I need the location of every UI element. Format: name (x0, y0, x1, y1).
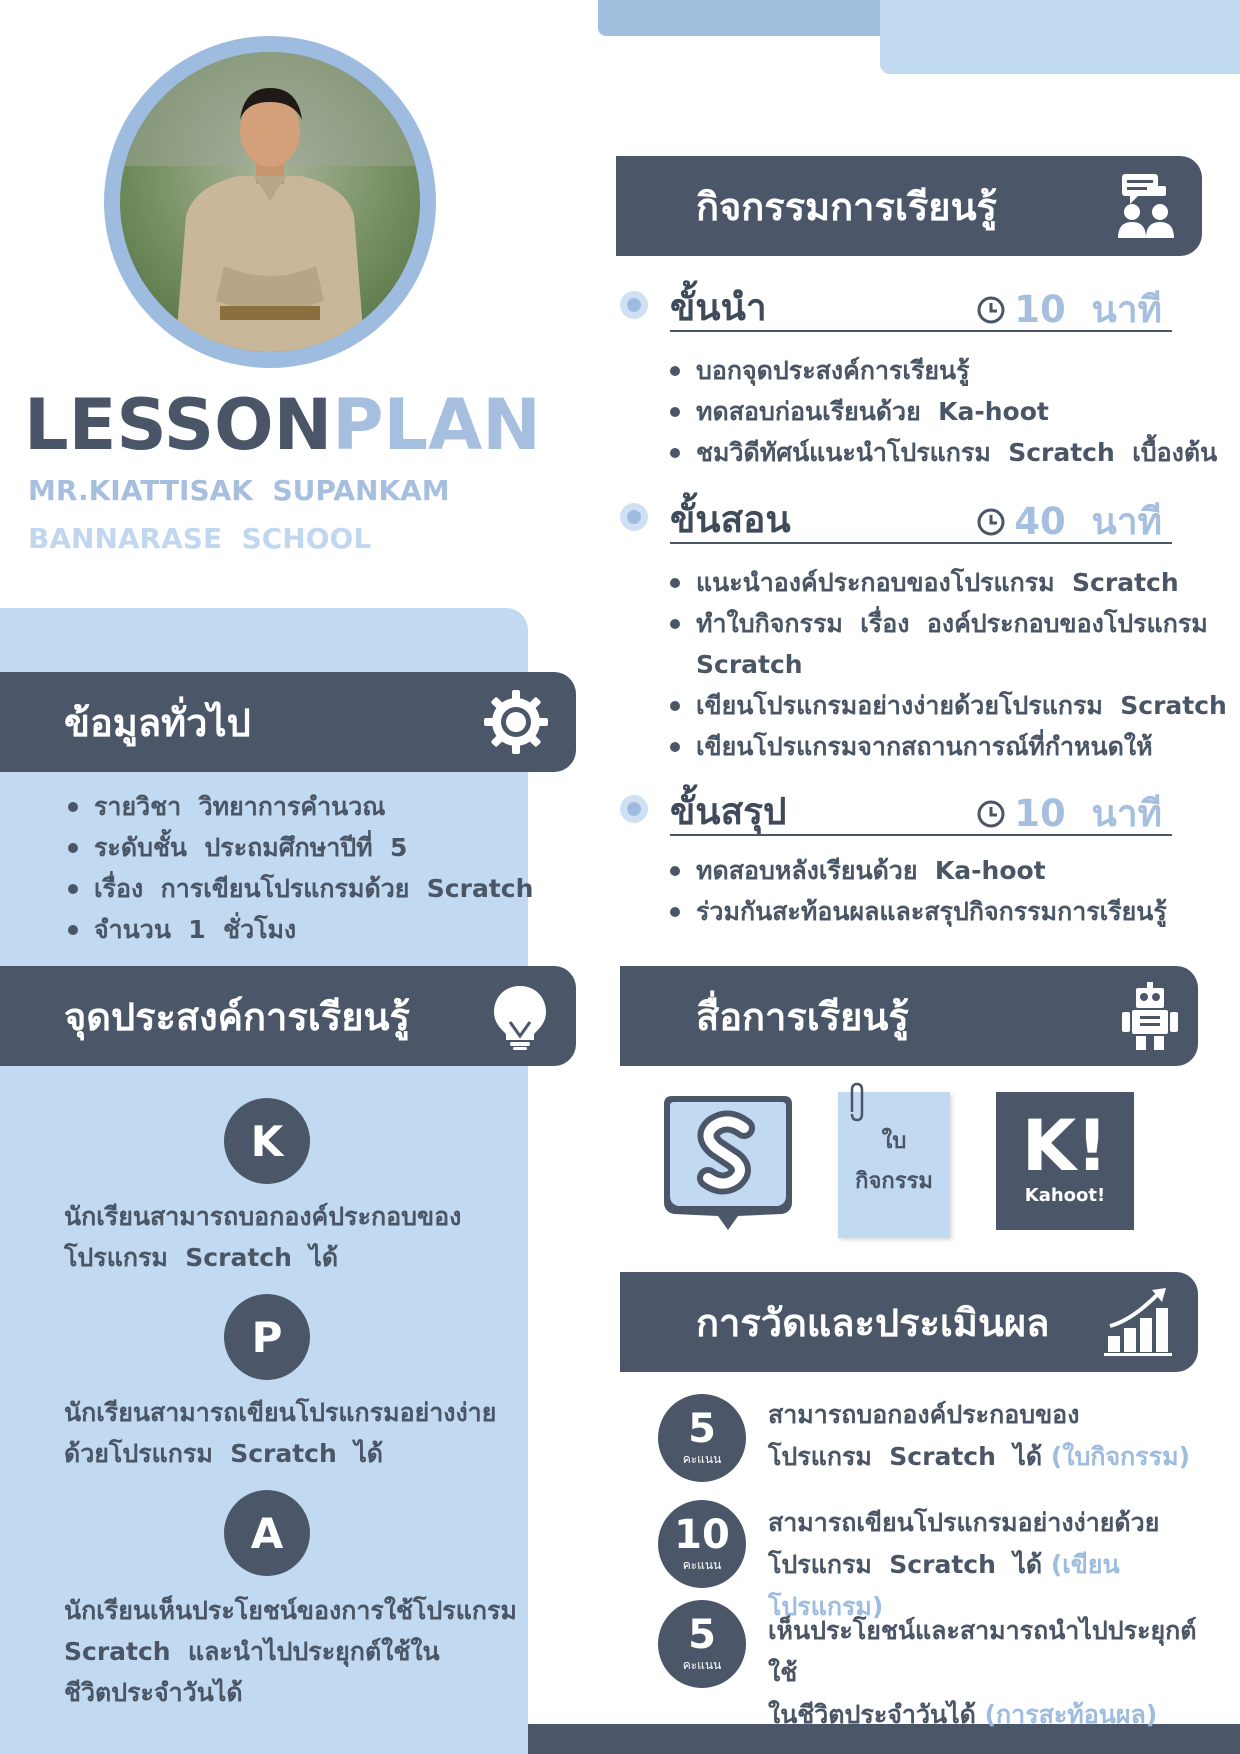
discussion-icon (1112, 170, 1184, 242)
lightbulb-icon (484, 980, 556, 1052)
objectives-title: จุดประสงค์การเรียนรู้ (64, 994, 410, 1039)
clock-icon (976, 295, 1006, 325)
step-teach-list (668, 562, 1227, 767)
list-item: เรื่อง การเขียนโปรแกรมด้วย Scratch (66, 868, 533, 909)
list-item: ชมวิดีทัศน์แนะนำโปรแกรม Scratch เบื้องต้น (668, 432, 1217, 473)
clock-icon (976, 507, 1006, 537)
assessment-item: เห็นประโยชน์และสามารถนำไปประยุกต์ใช้ ในชีวิตประจำวันได้ (การสะท้อนผล) (768, 1616, 1197, 1729)
step-teach-header (670, 490, 1172, 544)
teacher-name: MR.KIATTISAK SUPANKAM (28, 474, 450, 507)
list-item: ทดสอบหลังเรียนด้วย Ka-hoot (668, 850, 1167, 891)
activities-banner (616, 156, 1202, 256)
step-teach-title: ขั้นสอน (670, 498, 791, 541)
step-teach-marker (620, 503, 648, 531)
media-banner (620, 966, 1198, 1066)
objective-p-text: นักเรียนสามารถเขียนโปรแกรมอย่างง่าย ด้วยโปรแกรม Scratch ได้ (64, 1398, 497, 1468)
step-intro-header (670, 278, 1172, 332)
score-badge: 5 คะแนน (658, 1600, 746, 1688)
title-lesson: LESSON (24, 384, 333, 466)
list-item: ร่วมกันสะท้อนผลและสรุปกิจกรรมการเรียนรู้ (668, 891, 1167, 932)
list-item: แนะนำองค์ประกอบของโปรแกรม Scratch (668, 562, 1208, 603)
list-item: เขียนโปรแกรมอย่างง่ายด้วยโปรแกรม Scratch (668, 685, 1208, 726)
objective-p-badge: P (224, 1294, 310, 1380)
list-item: จำนวน 1 ชั่วโมง (66, 909, 533, 950)
step-teach-time: 40 นาที (976, 492, 1162, 551)
page-title (24, 385, 541, 465)
kahoot-logo (996, 1092, 1134, 1230)
general-info-title: ข้อมูลทั่วไป (64, 700, 251, 745)
list-item: รายวิชา วิทยาการคำนวณ (66, 786, 533, 827)
objective-a-text: นักเรียนเห็นประโยชน์ของการใช้โปรแกรม Scratch และนำไปประยุกต์ใช้ใน ชีวิตประจำวันได้ (64, 1596, 517, 1707)
step-intro-marker (620, 291, 648, 319)
general-info-banner (0, 672, 576, 772)
title-plan: PLAN (332, 384, 541, 466)
objective-k-text: นักเรียนสามารถบอกองค์ประกอบของ โปรแกรม Scratch ได้ (64, 1202, 462, 1272)
profile-photo (104, 36, 436, 368)
scratch-icon (658, 1092, 798, 1240)
gear-icon (480, 686, 552, 758)
scratch-logo (658, 1092, 798, 1240)
kahoot-wordmark: Kahoot! (1024, 1185, 1106, 1206)
worksheet-label: ใบ กิจกรรม (855, 1129, 933, 1194)
step-intro-time: 10 นาที (976, 280, 1162, 339)
score-badge: 5 คะแนน (658, 1394, 746, 1482)
list-item: ทดสอบก่อนเรียนด้วย Ka-hoot (668, 391, 1217, 432)
assessment-item: สามารถบอกองค์ประกอบของ โปรแกรม Scratch ได้ (ใบกิจกรรม) (768, 1400, 1190, 1471)
assessment-item: สามารถเขียนโปรแกรมอย่างง่ายด้วย โปรแกรม Scratch ได้ (เขียนโปรแกรม) (768, 1508, 1160, 1621)
activities-title: กิจกรรมการเรียนรู้ (696, 184, 997, 229)
score-badge: 10 คะแนน (658, 1500, 746, 1588)
general-info-list (66, 786, 533, 950)
top-bar-left (598, 0, 898, 36)
objective-a-badge: A (224, 1490, 310, 1576)
kahoot-mark: K! (1021, 1105, 1109, 1187)
step-conclude-marker (620, 795, 648, 823)
objective-k-badge: K (224, 1098, 310, 1184)
step-conclude-list (668, 850, 1167, 932)
list-item: เขียนโปรแกรมจากสถานการณ์ที่กำหนดให้ (668, 726, 1208, 767)
assessment-title: การวัดและประเมินผล (696, 1300, 1050, 1345)
top-bar-right (880, 0, 1240, 74)
step-intro-list (668, 350, 1217, 473)
step-conclude-time: 10 นาที (976, 784, 1162, 843)
list-item: ระดับชั้น ประถมศึกษาปีที่ 5 (66, 827, 533, 868)
objectives-banner (0, 966, 576, 1066)
growth-chart-icon (1102, 1286, 1174, 1358)
clock-icon (976, 799, 1006, 829)
media-title: สื่อการเรียนรู้ (696, 994, 909, 1039)
list-item: ทำใบกิจกรรม เรื่อง องค์ประกอบของโปรแกรม Scratch (668, 603, 1208, 685)
paperclip-icon (846, 1082, 868, 1122)
step-conclude-header (670, 782, 1172, 836)
worksheet-card (838, 1092, 950, 1238)
robot-icon (1114, 980, 1186, 1052)
step-conclude-title: ขั้นสรุป (670, 790, 787, 833)
list-item: บอกจุดประสงค์การเรียนรู้ (668, 350, 1217, 391)
assessment-banner (620, 1272, 1198, 1372)
school-name: BANNARASE SCHOOL (28, 522, 372, 555)
step-intro-title: ขั้นนำ (670, 286, 767, 329)
